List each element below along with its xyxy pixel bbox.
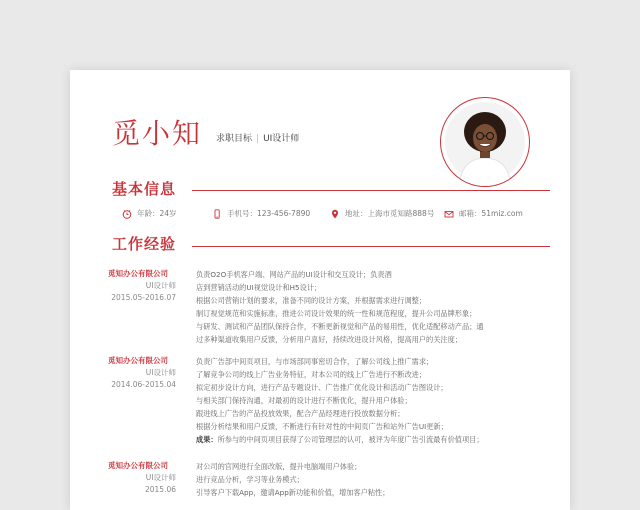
duty-line: 引导客户下载App，邀请App新功能和价值，增加客户粘性； [196,488,390,497]
job-duties [196,460,546,499]
info-age-text: 年龄：24岁 [137,209,177,218]
duty-line: 店到营销活动的UI视觉设计和H5设计； [196,283,322,292]
job-company: 觅知办公有限公司 [108,269,168,278]
achievement-text: 所参与的中间页项目获得了公司管理层的认可，被评为年度广告引流最有价值项目； [217,435,484,444]
info-phone-text: 手机号：123-456-7890 [227,209,311,218]
job-period: 2015.06 [144,485,176,494]
info-phone [212,208,310,219]
section-title-experience: 工作经验 [112,235,177,253]
location-pin-icon [330,209,340,219]
duty-line: 拟定初步设计方向，进行产品专题设计、广告推广优化设计和活动广告图设计； [196,383,448,392]
job-target-separator: | [256,134,260,144]
job-role: UI设计师 [145,473,176,482]
section-title-basic-info: 基本信息 [112,180,177,198]
job-duties [196,355,546,446]
duty-line: 根据公司营销计划的要求，准备不同的设计方案，并根据需求进行调整； [196,296,427,305]
job-target [216,131,299,144]
profile-photo-image [441,98,529,186]
basic-info-row [122,208,542,222]
job-duties [196,268,546,346]
mail-icon [444,209,454,219]
info-email-text: 邮箱：51miz.com [459,209,523,218]
clock-icon [122,209,132,219]
duty-line: 与研发、测试和产品团队保持合作，不断更新视觉和产品的易用性，优化适配移动产品；通 [196,322,484,331]
duty-line: 与相关部门保持沟通，对最初的设计进行不断优化，提升用户体验； [196,396,412,405]
info-address [330,208,434,219]
job-role: UI设计师 [145,368,176,377]
duty-line: 进行竞品分析，学习等业务模式； [196,475,304,484]
achievement-label: 成果： [196,435,218,444]
duty-line: 制订视觉规范和实施标准，推进公司设计效果的统一性和规范程度，提升公司品牌形象； [196,309,477,318]
phone-icon [212,209,222,219]
section-divider-basic-info [192,190,550,191]
section-divider-experience [192,246,550,247]
duty-line: 负责O2O手机客户端、网站产品的UI设计和交互设计；负责酒 [196,270,392,279]
candidate-name: 觅小知 [112,117,203,150]
duty-line: 过多种渠道收集用户反馈，分析用户喜好，持续改进设计风格，提高用户的关注度； [196,335,462,344]
job-company: 觅知办公有限公司 [108,356,168,365]
duty-line: 负责广告部中间页项目，与市场部同事密切合作，了解公司线上推广需求； [196,357,434,366]
info-email [444,208,523,219]
duty-line: 根据分析结果和用户反馈，不断进行有针对性的中间页广告和站外广告UI更新； [196,422,448,431]
info-address-text: 地址：上海市觅知路888号 [345,209,435,218]
job-role: UI设计师 [145,281,176,290]
job-target-label: 求职目标 [216,134,253,144]
job-target-value: UI设计师 [263,134,300,144]
job-period: 2014.06-2015.04 [111,380,176,389]
profile-photo [440,97,530,187]
info-age [122,208,177,219]
achievement-line [196,433,546,446]
duty-line: 跟进线上广告的产品投放效果，配合产品经理进行投放数据分析； [196,409,405,418]
job-period: 2015.05-2016.07 [111,293,176,302]
job-company: 觅知办公有限公司 [108,461,168,470]
duty-line: 了解竞争公司的线上广告业务特征，对本公司的线上广告进行不断改进； [196,370,427,379]
resume-page [70,70,570,510]
duty-line: 对公司的官网进行全面改版，提升电脑端用户体验； [196,462,362,471]
